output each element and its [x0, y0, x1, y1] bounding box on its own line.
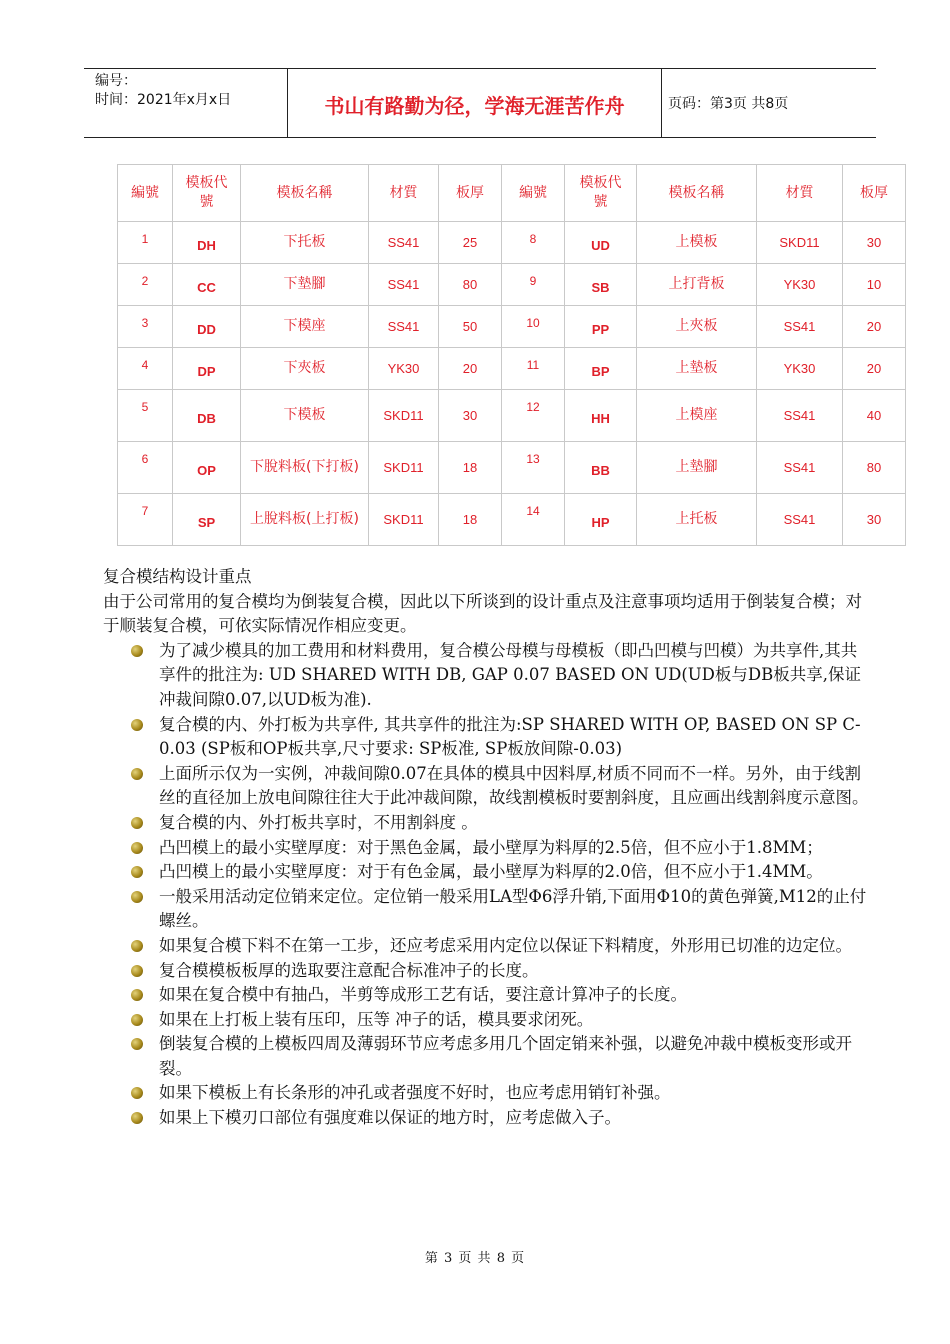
table-header-cell: 板厚 — [843, 165, 906, 222]
material-cell: SKD11 — [369, 390, 439, 442]
row-number-cell: 2 — [118, 264, 173, 306]
list-item-text: 如果在上打板上装有压印，压等 冲子的话，模具要求闭死。 — [159, 1009, 594, 1029]
row-number-cell: 8 — [502, 222, 565, 264]
thickness-cell: 18 — [439, 494, 502, 546]
thickness-cell: 20 — [843, 306, 906, 348]
thickness-cell: 30 — [843, 494, 906, 546]
template-name-cell: 下墊腳 — [241, 264, 369, 306]
thickness-cell: 50 — [439, 306, 502, 348]
template-code-cell: HP — [565, 494, 637, 546]
table-row — [118, 306, 906, 348]
template-spec-table — [117, 164, 906, 546]
table-header-cell: 模板代號 — [565, 165, 637, 222]
thickness-cell: 18 — [439, 442, 502, 494]
table-row — [118, 494, 906, 546]
table-header-cell: 編號 — [502, 165, 565, 222]
template-code-cell: DH — [173, 222, 241, 264]
list-item-text: 如果下模板上有长条形的冲孔或者强度不好时，也应考虑用销钉补强。 — [159, 1083, 671, 1103]
section-title: 复合模结构设计重点 — [103, 567, 252, 586]
list-item-text: 倒装复合模的上模板四周及薄弱环节应考虑多用几个固定销来补强，以避免冲裁中模板变形或开裂。 — [159, 1034, 852, 1078]
template-name-cell: 下夾板 — [241, 348, 369, 390]
list-item — [103, 1106, 873, 1131]
table-header-row — [118, 165, 906, 222]
bullet-icon — [131, 965, 143, 977]
design-points-list — [103, 639, 873, 1131]
list-item — [103, 959, 873, 984]
template-name-cell: 上墊腳 — [637, 442, 757, 494]
intro-paragraph: 由于公司常用的复合模均为倒装复合模，因此以下所谈到的设计重点及注意事项均适用于倒装复合模；对于顺装复合模，可依实际情况作相应变更。 — [103, 591, 862, 636]
thickness-cell: 40 — [843, 390, 906, 442]
serial-label: 编号： — [95, 73, 137, 89]
list-item-text: 一般采用活动定位销来定位。定位销一般采用LA型Φ6浮升销,下面用Φ10的黄色弹簧,M12的止付螺丝。 — [159, 886, 867, 931]
table-header-cell: 板厚 — [439, 165, 502, 222]
list-item — [103, 713, 873, 762]
row-number-cell: 9 — [502, 264, 565, 306]
thickness-cell: 10 — [843, 264, 906, 306]
template-name-cell: 上模座 — [637, 390, 757, 442]
row-number-cell: 11 — [502, 348, 565, 390]
material-cell: SS41 — [369, 306, 439, 348]
time-label: 时间：2021年x月x日 — [95, 92, 232, 108]
template-name-cell: 下托板 — [241, 222, 369, 264]
template-code-cell: BP — [565, 348, 637, 390]
row-number-cell: 14 — [502, 494, 565, 546]
template-name-cell: 上脫料板(上打板) — [241, 494, 369, 546]
template-code-cell: BB — [565, 442, 637, 494]
template-name-cell: 上模板 — [637, 222, 757, 264]
list-item — [103, 811, 873, 836]
list-item — [103, 762, 873, 811]
thickness-cell: 25 — [439, 222, 502, 264]
material-cell: SS41 — [757, 306, 843, 348]
material-cell: SKD11 — [369, 494, 439, 546]
list-item — [103, 1008, 873, 1033]
thickness-cell: 20 — [843, 348, 906, 390]
bullet-icon — [131, 817, 143, 829]
list-item-text: 复合模的内、外打板为共享件, 其共享件的批注为:SP SHARED WITH OP, BASED ON SP C-0.03 (SP板和OP板共享,尺寸要求: SP板准, SP板放间隙-0.03) — [159, 714, 861, 759]
table-row — [118, 222, 906, 264]
list-item — [103, 836, 873, 861]
material-cell: YK30 — [757, 348, 843, 390]
bullet-icon — [131, 719, 143, 731]
list-item-text: 凸凹模上的最小实壁厚度：对于黑色金属，最小壁厚为料厚的2.5倍，但不应小于1.8MM； — [159, 837, 823, 857]
bullet-icon — [131, 866, 143, 878]
list-item-text: 如果复合模下料不在第一工步，还应考虑采用内定位以保证下料精度，外形用已切准的边定位。 — [159, 935, 852, 955]
bullet-icon — [131, 989, 143, 1001]
bullet-icon — [131, 891, 143, 903]
thickness-cell: 20 — [439, 348, 502, 390]
bullet-icon — [131, 1112, 143, 1124]
row-number-cell: 12 — [502, 390, 565, 442]
thickness-cell: 80 — [439, 264, 502, 306]
material-cell: SS41 — [757, 390, 843, 442]
template-name-cell: 上打背板 — [637, 264, 757, 306]
template-code-cell: SP — [173, 494, 241, 546]
page-footer: 第 3 页 共 8 页 — [424, 1251, 526, 1266]
template-code-cell: DP — [173, 348, 241, 390]
template-code-cell: OP — [173, 442, 241, 494]
list-item-text: 凸凹模上的最小实壁厚度：对于有色金属，最小壁厚为料厚的2.0倍，但不应小于1.4MM。 — [159, 862, 823, 882]
thickness-cell: 80 — [843, 442, 906, 494]
material-cell: YK30 — [369, 348, 439, 390]
template-code-cell: DB — [173, 390, 241, 442]
row-number-cell: 6 — [118, 442, 173, 494]
list-item-text: 如果上下模刃口部位有强度难以保证的地方时，应考虑做入子。 — [159, 1108, 621, 1128]
list-item — [103, 934, 873, 959]
table-row — [118, 390, 906, 442]
list-item-text: 如果在复合模中有抽凸，半剪等成形工艺有话，要注意计算冲子的长度。 — [159, 985, 687, 1005]
material-cell: SKD11 — [757, 222, 843, 264]
template-name-cell: 下脫料板(下打板) — [241, 442, 369, 494]
template-name-cell: 下模板 — [241, 390, 369, 442]
list-item — [103, 1032, 873, 1081]
template-name-cell: 上夾板 — [637, 306, 757, 348]
material-cell: SS41 — [757, 442, 843, 494]
table-header-cell: 模板名稱 — [637, 165, 757, 222]
template-code-cell: SB — [565, 264, 637, 306]
list-item — [103, 983, 873, 1008]
row-number-cell: 5 — [118, 390, 173, 442]
table-row — [118, 264, 906, 306]
row-number-cell: 3 — [118, 306, 173, 348]
row-number-cell: 4 — [118, 348, 173, 390]
list-item-text: 上面所示仅为一实例，冲裁间隙0.07在具体的模具中因料厚,材质不同而不一样。另外，由于线割丝的直径加上放电间隙往往大于此冲裁间隙，故线割模板时要割斜度，且应画出线割斜度示意图。 — [159, 763, 869, 808]
list-item — [103, 860, 873, 885]
bullet-icon — [131, 1014, 143, 1026]
header-divider — [661, 69, 662, 137]
table-header-cell: 模板代號 — [173, 165, 241, 222]
bullet-icon — [131, 842, 143, 854]
thickness-cell: 30 — [843, 222, 906, 264]
row-number-cell: 10 — [502, 306, 565, 348]
page-header — [84, 68, 876, 138]
table-header-cell: 材質 — [757, 165, 843, 222]
table-row — [118, 348, 906, 390]
header-meta — [95, 72, 231, 110]
list-item-text: 复合模的内、外打板共享时，不用割斜度 。 — [159, 812, 478, 832]
list-item — [103, 1081, 873, 1106]
list-item — [103, 885, 873, 934]
bullet-icon — [131, 1087, 143, 1099]
table-header-cell: 材質 — [369, 165, 439, 222]
material-cell: SS41 — [369, 264, 439, 306]
template-name-cell: 上托板 — [637, 494, 757, 546]
table-row — [118, 442, 906, 494]
list-item — [103, 639, 873, 713]
table-header-cell: 編號 — [118, 165, 173, 222]
material-cell: YK30 — [757, 264, 843, 306]
table-header-cell: 模板名稱 — [241, 165, 369, 222]
list-item-text: 为了减少模具的加工费用和材料费用，复合模公母模与母模板（即凸凹模与凹模）为共享件,其共享件的批注为: UD SHARED WITH DB, GAP 0.07 BASED ON UD(UD板与DB板共享,保证冲裁间隙0.07,以UD板为准). — [159, 640, 861, 709]
row-number-cell: 13 — [502, 442, 565, 494]
material-cell: SS41 — [757, 494, 843, 546]
bullet-icon — [131, 1038, 143, 1050]
row-number-cell: 1 — [118, 222, 173, 264]
list-item-text: 复合模模板板厚的选取要注意配合标准冲子的长度。 — [159, 960, 539, 980]
material-cell: SKD11 — [369, 442, 439, 494]
bullet-icon — [131, 768, 143, 780]
material-cell: SS41 — [369, 222, 439, 264]
template-name-cell: 下模座 — [241, 306, 369, 348]
header-motto: 书山有路勤为径，学海无涯苦作舟 — [324, 94, 625, 118]
bullet-icon — [131, 645, 143, 657]
template-code-cell: CC — [173, 264, 241, 306]
template-code-cell: PP — [565, 306, 637, 348]
template-code-cell: DD — [173, 306, 241, 348]
thickness-cell: 30 — [439, 390, 502, 442]
document-body — [103, 565, 873, 1131]
template-name-cell: 上墊板 — [637, 348, 757, 390]
template-code-cell: HH — [565, 390, 637, 442]
page-number-label: 页码：第3页 共8页 — [668, 96, 789, 112]
row-number-cell: 7 — [118, 494, 173, 546]
bullet-icon — [131, 940, 143, 952]
template-code-cell: UD — [565, 222, 637, 264]
